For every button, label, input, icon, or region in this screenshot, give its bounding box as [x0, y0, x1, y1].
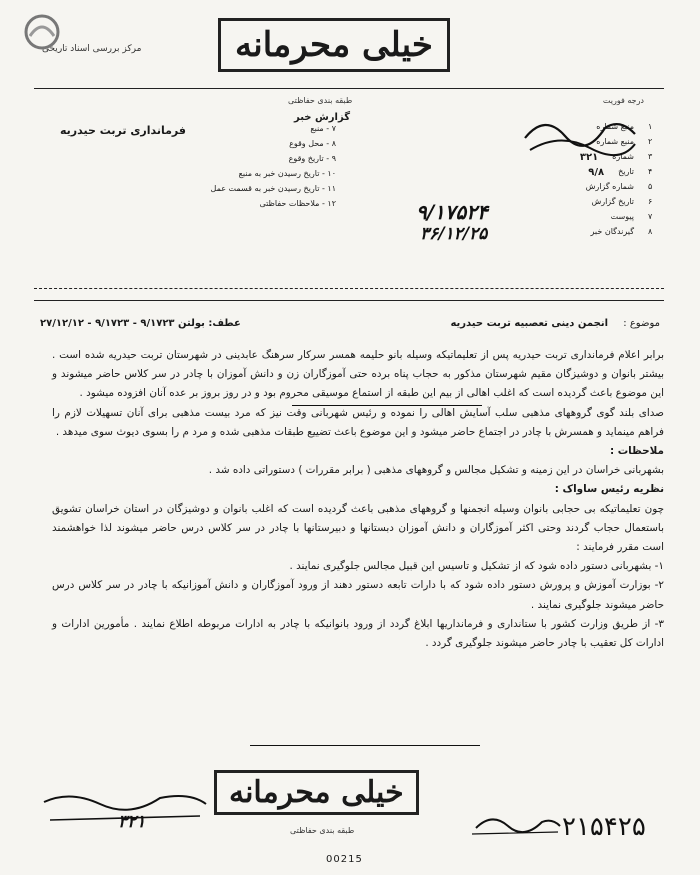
document-number: ۳۲۱ [118, 812, 146, 832]
divider [34, 288, 664, 289]
handwritten-report-date: ۳۶/۱۲/۲۵ [420, 224, 488, 244]
signature-scribble-icon [472, 808, 562, 838]
subject-reference: عطف: بولتن ۹/۱۷۲۳ - ۹/۱۷۲۳ - ۲۷/۱۲/۱۲ [40, 318, 241, 329]
body-paragraph: برابر اعلام فرمانداری تربت حیدریه پس از تعلیماتیکه وسیله بانو حلیمه همسر سرکار سرهنگ عابدینی در شهرستان تربت حیدریه شده است . بیشتر بانوان و دوشیزگان مقیم شهرستان مذکور به حجاب پناه برده حتی آموزگاران زن و دانش آموزان با چادر در سر کلاس حاضر میشوند و این موضوع باعث گردیده است که اغلب اهالی از بیم این طبقه از استماع موسیقی محروم بود و در روز بروز بر عده آنان افزوده میشود . [52, 349, 664, 400]
field-row: ۷ پیوست [610, 212, 653, 221]
field-row: ۱ منبع شماره [596, 122, 653, 131]
field-row: ۷ - منبع [310, 124, 336, 133]
field-row: ۵ شماره گزارش [585, 182, 653, 191]
page-number: 00215 [326, 854, 363, 865]
signature-scribble-icon [520, 108, 640, 158]
report-type: گزارش خبر [294, 112, 351, 123]
body-paragraph: ۳- از طریق وزارت کشور با ستانداری و فرمانداریها ابلاغ گردد از ورود بانوانیکه با چادر به ادارات مربوطه اطلاع نمایند . مأمورین ادارات و ادارات کل تعقیب با چادر حاضر میشوند جلوگیری گردد . [52, 617, 664, 650]
handwritten-report-number: ۹/۱۷۵۲۴ [416, 200, 488, 224]
classification-stamp: خیلی محرمانه [218, 18, 450, 72]
field-row: ۲ منبع شماره [596, 137, 653, 146]
field-row: ۱۰ - تاریخ رسیدن خبر به منبع [238, 169, 336, 178]
divider [34, 300, 664, 301]
field-row: ۳ شماره ۳۲۱ [579, 152, 653, 163]
archive-name: مرکز بررسی اسناد تاریخی [42, 44, 142, 54]
field-row: ۱۱ - تاریخ رسیدن خبر به قسمت عمل [210, 184, 336, 193]
field-row: ۴ تاریخ ۹/۸ [588, 167, 653, 178]
body-paragraph: ۱- بشهربانی دستور داده شود که از تشکیل و تاسیس این قبیل مجالس جلوگیری نمایند . [289, 560, 664, 573]
priority-label: درجه فوریت [602, 96, 644, 105]
field-row: ۶ تاریخ گزارش [591, 197, 653, 206]
field-row: ۸ - محل وقوع [289, 139, 336, 148]
classification-stamp-bottom: خیلی محرمانه [214, 770, 419, 815]
body-paragraph: صدای بلند گوی گروههای مذهبی سلب آسایش اهالی را نموده و رئیس شهربانی وقت نیز که مرد بیست مذهبی برای آنان تسهیلات لازم را فراهم مینماید و همسرش با چادر در اجتماع حاضر میشود و این موضوع باعث تضییع طبقات مذهبی شده و مرد م را بسوی دیوث سوی میدهد . [52, 406, 664, 438]
recipient: فرمانداری تربت حیدریه [60, 124, 186, 137]
field-row: ۹ - تاریخ وقوع [288, 154, 336, 163]
underline-mark [292, 405, 482, 406]
body-paragraph: نظریه رئیس ساواک : [554, 483, 664, 496]
classification-subtitle-bottom: طبقه بندی حفاظتی [290, 826, 355, 835]
body-paragraph: ملاحظات : [609, 445, 664, 458]
divider [34, 88, 664, 89]
field-row: ۸ گیرندگان خبر [590, 227, 653, 236]
body-paragraph: چون تعلیماتیکه بی حجابی بانوان وسیله انجمنها و گروههای مذهبی باعث گردیده است که اغلب بانوان و دوشیزگان در استان خراسان تشویق باستعمال حجاب گردند وحتی اکثر آموزگاران و دانش آموزان دبستانها و دبیرستانها با چادر در سر کلاس درس حاضر میشوند لذا خواهشمند است مقرر فرمایند : [52, 502, 664, 554]
body-paragraph: ۲- بوزارت آموزش و پرورش دستور داده شود که با دارات تابعه دستور دهند از ورود آموزگاران و دانش آموزانیکه با چادر در سر کلاس درس حاضر میشوند جلوگیری نمایند . [52, 579, 664, 611]
body-paragraph: بشهربانی خراسان در این زمینه و تشکیل مجالس و گروههای مذهبی ( برابر مقررات ) دستوراتی داده شد . [208, 464, 664, 477]
subject-text: انجمن دینی تعصبیه تربت حیدریه [450, 318, 608, 329]
underline-mark [250, 745, 480, 746]
handwritten-archive-number: ۲۱۵۴۲۵ [562, 812, 646, 842]
header-fields-left [96, 124, 336, 214]
report-body [52, 346, 664, 653]
classification-subtitle: طبقه بندی حفاظتی [288, 96, 353, 105]
field-row: ۱۲ - ملاحظات حفاظتی [259, 199, 336, 208]
subject-label: موضوع : [623, 318, 660, 329]
